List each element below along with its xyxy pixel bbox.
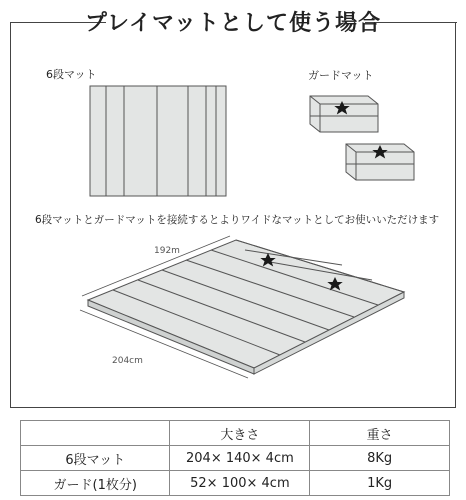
table-header-cell: 重さ [310, 421, 450, 446]
table-cell: 8Kg [310, 446, 450, 471]
table-cell: 52× 100× 4cm [170, 471, 310, 496]
dim-label-top: 192m [154, 246, 180, 256]
page-title: プレイマットとして使う場合 [84, 11, 382, 36]
table-header-cell: 大きさ [170, 421, 310, 446]
table-row [21, 471, 450, 496]
dim-label-side: 204cm [112, 356, 143, 366]
label-6dan-mat: 6段マット [46, 68, 97, 81]
table-cell: 1Kg [310, 471, 450, 496]
table-cell: ガード(1枚分) [21, 471, 170, 496]
spec-table [20, 420, 450, 496]
table-header-row [21, 421, 450, 446]
guard-mat-1 [310, 96, 378, 132]
table-cell: 6段マット [21, 446, 170, 471]
table-cell: 204× 140× 4cm [170, 446, 310, 471]
table-header-cell [21, 421, 170, 446]
combined-mat [88, 240, 404, 374]
caption-connect: 6段マットとガードマットを接続するとよりワイドなマットとしてお使いいただけます [35, 214, 440, 226]
six-panel-mat [90, 86, 226, 196]
guard-mat-2 [346, 144, 414, 180]
table-row [21, 446, 450, 471]
label-guard-mat: ガードマット [308, 69, 374, 82]
